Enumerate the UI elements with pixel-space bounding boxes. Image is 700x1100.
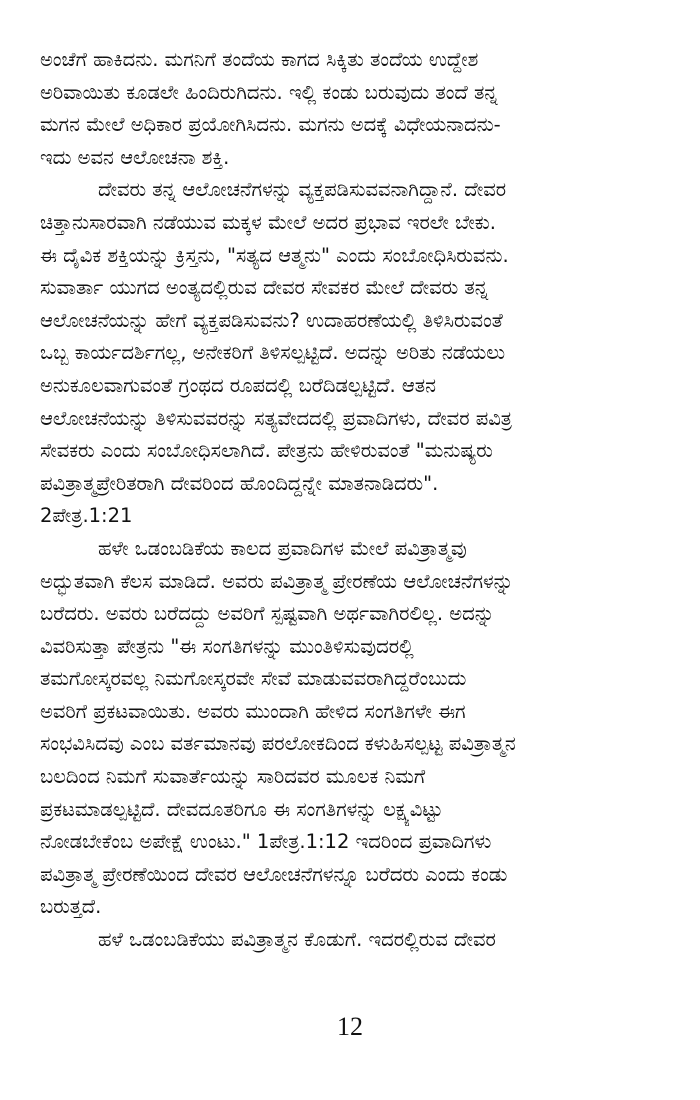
text-line: ಪವಿತ್ರಾತ್ಮಪ್ರೇರಿತರಾಗಿ ದೇವರಿಂದ ಹೊಂದಿದ್ದನ್ನೇ ಮಾತನಾಡಿದರು". bbox=[40, 471, 439, 495]
text-line: ಬರೆದರು. ಅವರು ಬರೆದದ್ದು ಅವರಿಗೆ ಸ್ಪಷ್ಟವಾಗಿ ಅರ್ಥವಾಗಿರಲಿಲ್ಲ. ಅದನ್ನು bbox=[40, 602, 495, 626]
paragraph-start-line: ಹಳೇ ಒಡಂಬಡಿಕೆಯ ಕಾಲದ ಪ್ರವಾದಿಗಳ ಮೇಲೆ ಪವಿತ್ರಾತ್ಮವು bbox=[98, 536, 467, 560]
text-line: ಒಬ್ಬ ಕಾರ್ಯದರ್ಶಿಗಲ್ಲ, ಅನೇಕರಿಗೆ ತಿಳಿಸಲ್ಪಟ್ಟಿದೆ. ಅದನ್ನು ಅರಿತು ನಡೆಯಲು bbox=[40, 341, 506, 365]
text-line: ಸಂಭವಿಸಿದವು ಎಂಬ ವರ್ತಮಾನವು ಪರಲೋಕದಿಂದ ಕಳುಹಿಸಲ್ಪಟ್ಟ ಪವಿತ್ರಾತ್ಮನ bbox=[40, 732, 516, 756]
paragraph-start-line: ಹಳೆ ಒಡಂಬಡಿಕೆಯು ಪವಿತ್ರಾತ್ಮನ ಕೊಡುಗೆ. ಇದರಲ್ಲಿರುವ ದೇವರ bbox=[98, 928, 496, 952]
text-line: ಬಲದಿಂದ ನಿಮಗೆ ಸುವಾರ್ತೆಯನ್ನು ಸಾರಿದವರ ಮೂಲಕ ನಿಮಗೆ bbox=[40, 765, 426, 789]
text-line: ಪ್ರಕಟಮಾಡಲ್ಪಟ್ಟಿದೆ. ದೇವದೂತರಿಗೂ ಈ ಸಂಗತಿಗಳನ್ನು ಲಕ್ಷ್ಯವಿಟ್ಟು bbox=[40, 797, 443, 821]
text-line: ಚಿತ್ತಾನುಸಾರವಾಗಿ ನಡೆಯುವ ಮಕ್ಕಳ ಮೇಲೆ ಅದರ ಪ್ರಭಾವ ಇರಲೇ ಬೇಕು. bbox=[40, 210, 496, 234]
text-line: ವಿವರಿಸುತ್ತಾ ಪೇತ್ರನು "ಈ ಸಂಗತಿಗಳನ್ನು ಮುಂತಿಳಿಸುವುದರಲ್ಲಿ bbox=[40, 634, 414, 658]
text-line: ಇದು ಅವನ ಆಲೋಚನಾ ಶಕ್ತಿ. bbox=[40, 145, 230, 169]
text-line: ಅದ್ಭುತವಾಗಿ ಕೆಲಸ ಮಾಡಿದೆ. ಅವರು ಪವಿತ್ರಾತ್ಮ ಪ್ರೇರಣೆಯ ಆಲೋಚನೆಗಳನ್ನು bbox=[40, 569, 514, 593]
text-line: ನೋಡಬೇಕೆಂಬ ಅಪೇಕ್ಷೆ ಉಂಟು." 1ಪೇತ್ರ.1:12 ಇದರಿಂದ ಪ್ರವಾದಿಗಳು bbox=[40, 830, 492, 854]
text-line: ಮಗನ ಮೇಲೆ ಅಧಿಕಾರ ಪ್ರಯೋಗಿಸಿದನು. ಮಗನು ಅದಕ್ಕೆ ವಿಧೇಯನಾದನು- bbox=[40, 113, 501, 137]
text-line: ಸುವಾರ್ತಾ ಯುಗದ ಅಂತ್ಯದಲ್ಲಿರುವ ದೇವರ ಸೇವಕರ ಮೇಲೆ ದೇವರು ತನ್ನ bbox=[40, 276, 489, 300]
page-number: 12 bbox=[337, 1012, 363, 1041]
text-line: ಅವರಿಗೆ ಪ್ರಕಟವಾಯಿತು. ಅವರು ಮುಂದಾಗಿ ಹೇಳಿದ ಸಂಗತಿಗಳೇ ಈಗ bbox=[40, 699, 466, 723]
text-line: ಈ ದೈವಿಕ ಶಕ್ತಿಯನ್ನು ಕ್ರಿಸ್ತನು, "ಸತ್ಯದ ಆತ್ಮನು" ಎಂದು ಸಂಬೋಧಿಸಿರುವನು. bbox=[40, 243, 509, 267]
text-line: ಪವಿತ್ರಾತ್ಮ ಪ್ರೇರಣೆಯಿಂದ ದೇವರ ಆಲೋಚನೆಗಳನ್ನೂ ಬರೆದರು ಎಂದು ಕಂಡು bbox=[40, 862, 508, 886]
paragraph-start-line: ದೇವರು ತನ್ನ ಆಲೋಚನೆಗಳನ್ನು ವ್ಯಕ್ತಪಡಿಸುವವನಾಗಿದ್ದಾನೆ. ದೇವರ bbox=[98, 178, 507, 202]
scripture-reference: 2ಪೇತ್ರ.1:21 bbox=[40, 504, 133, 528]
text-line: ಆಲೋಚನೆಯನ್ನು ತಿಳಿಸುವವರನ್ನು ಸತ್ಯವೇದದಲ್ಲಿ ಪ್ರವಾದಿಗಳು, ದೇವರ ಪವಿತ್ರ bbox=[40, 406, 512, 430]
text-line: ಆಲೋಚನೆಯನ್ನು ಹೇಗೆ ವ್ಯಕ್ತಪಡಿಸುವನು? ಉದಾಹರಣೆಯಲ್ಲಿ ತಿಳಿಸಿರುವಂತೆ bbox=[40, 308, 503, 332]
text-line: ತಮಗೋಸ್ಕರವಲ್ಲ ನಿಮಗೋಸ್ಕರವೇ ಸೇವೆ ಮಾಡುವವರಾಗಿದ್ದರೆಂಬುದು bbox=[40, 667, 467, 691]
text-line: ಅರಿವಾಯಿತು ಕೂಡಲೇ ಹಿಂದಿರುಗಿದನು. ಇಲ್ಲಿ ಕಂಡು ಬರುವುದು ತಂದೆ ತನ್ನ bbox=[40, 80, 498, 104]
text-line: ಬರುತ್ತದೆ. bbox=[40, 895, 102, 919]
text-line: ಅನುಕೂಲವಾಗುವಂತೆ ಗ್ರಂಥದ ರೂಪದಲ್ಲಿ ಬರೆದಿಡಲ್ಪಟ್ಟಿದೆ. ಆತನ bbox=[40, 373, 436, 397]
text-line: ಸೇವಕರು ಎಂದು ಸಂಬೋಧಿಸಲಾಗಿದೆ. ಪೇತ್ರನು ಹೇಳಿರುವಂತೆ "ಮನುಷ್ಯರು bbox=[40, 439, 493, 463]
text-line: ಅಂಚೆಗೆ ಹಾಕಿದನು. ಮಗನಿಗೆ ತಂದೆಯ ಕಾಗದ ಸಿಕ್ಕಿತು ತಂದೆಯ ಉದ್ದೇಶ bbox=[40, 48, 479, 71]
